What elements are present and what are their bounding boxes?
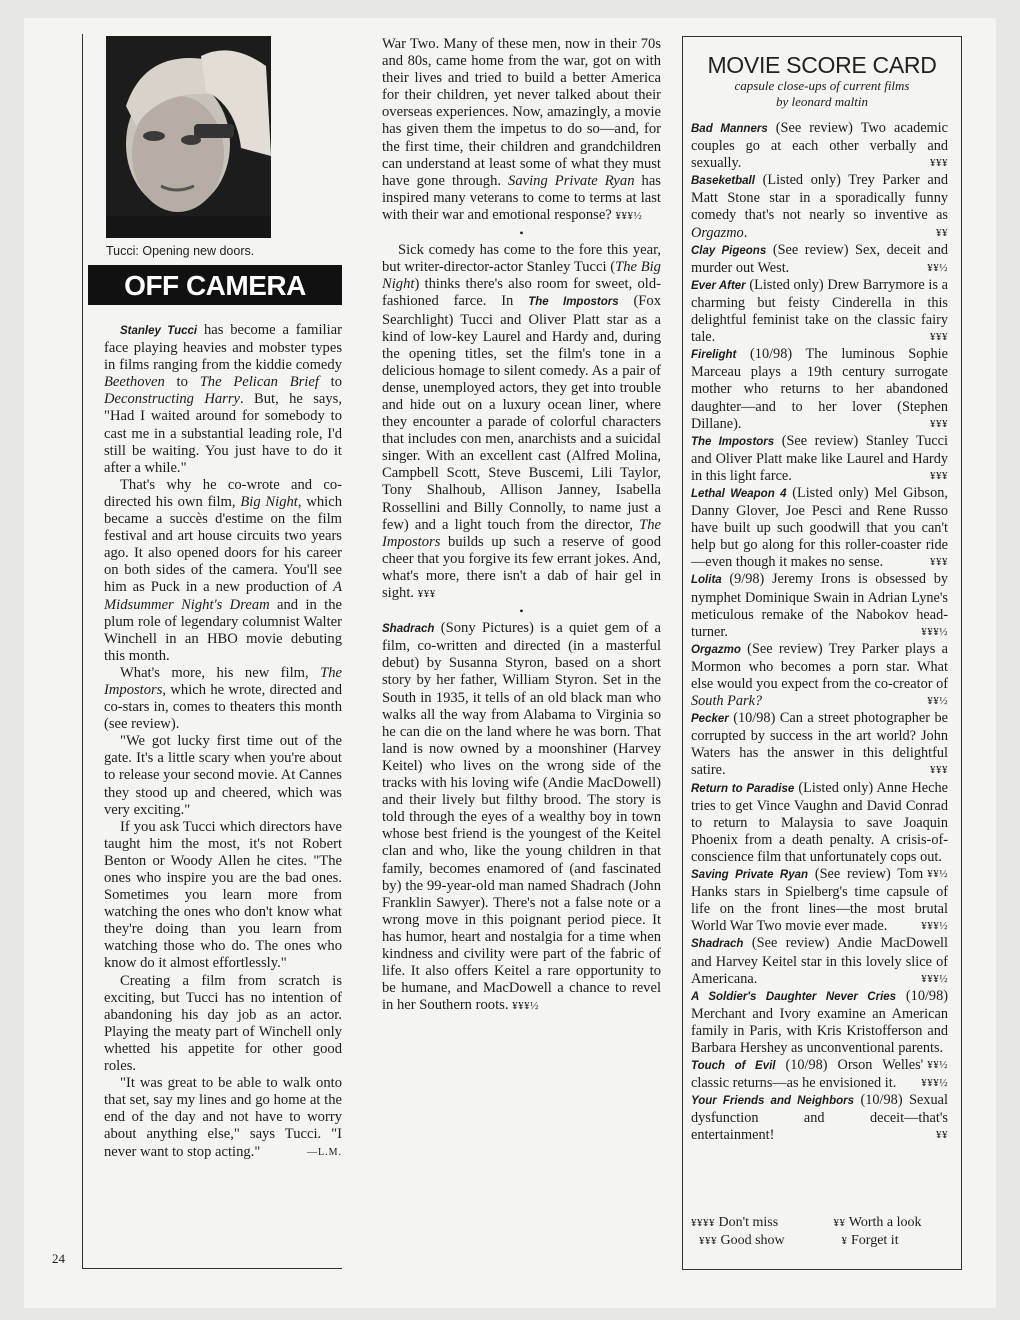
entry-title: Bad Manners — [691, 123, 768, 135]
entry-text: (See review) Andie MacDowell and Harvey Keitel star in this lovely slice of Americana. — [691, 935, 948, 987]
review-title: The Impostors — [528, 296, 619, 309]
paragraph: Creating a film from scratch is exciting, but Tucci has no intention of abandoning his day job as an actor. Playing the meaty part of Winchell only whetted his appetite for other good roles. — [104, 972, 342, 1075]
portrait-illustration — [106, 36, 271, 238]
legend-label: Forget it — [851, 1233, 899, 1248]
entry-title: Shadrach — [691, 938, 744, 951]
rating-legend — [691, 1214, 948, 1250]
text-run: Sick comedy has come to the fore this year, but writer-director-actor Stanley Tucci ( — [382, 242, 661, 276]
score-card-entries — [691, 120, 948, 1145]
score-card-entry — [691, 277, 948, 346]
paragraph — [382, 36, 661, 225]
article-column-middle — [382, 36, 661, 1015]
entry-film-title: South Park? — [691, 693, 763, 710]
entry-text: (10/98) Can a street photographer be corrupted by success in the art world? John Waters has the answer in this delightful satire. — [691, 710, 948, 779]
author-signature: —L.M. — [307, 1146, 342, 1158]
score-card-entry — [691, 1092, 948, 1144]
article-column-left — [104, 322, 342, 1161]
text-run: , which he wrote, directed and co-stars in, comes to theaters this month (see review). — [104, 681, 342, 733]
rating: ¥¥¥½ — [615, 209, 643, 222]
film-title: Beethoven — [104, 374, 165, 391]
score-card-entry — [691, 1057, 948, 1092]
entry-rating: ¥¥ — [936, 1129, 948, 1142]
entry-rating: ¥¥¥ — [930, 157, 948, 170]
score-card-entry — [691, 935, 948, 987]
text-run: (Fox Searchlight) Tucci and Oliver Platt star as a kind of low-key Laurel and Hardy and, during the opening titles, set the film's tone in a delicious homage to silent comedy. As a pair of dense, unemployed actors, they get into trouble and hide out on a luxury ocean liner, where they encounter a parade of colorful characters that includes con men, anarchists and a suicidal singer. With an excellent cast (Alfred Molina, Campbell Scott, Steve Buscemi, Lili Taylor, Tony Shalhoub, Allison Janney, Isabella Rossellini and Billy Connolly, to name just a few) and a light touch from the director, — [382, 293, 662, 533]
entry-text: (10/98) Sexual dysfunction and deceit—that's entertainment! — [691, 1092, 948, 1144]
entry-rating: ¥¥¥½ — [921, 1077, 948, 1090]
entry-text: (10/98) The luminous Sophie Marceau plays a 19th century surrogate mother who returns to her abandoned daughter—and to her lover (Stephen Dillane). — [691, 346, 948, 432]
section-divider: • — [519, 226, 524, 241]
page-number: 24 — [52, 1251, 65, 1266]
legend-rating: ¥¥¥ — [699, 1235, 717, 1247]
paragraph: If you ask Tucci which directors have taught him the most, it's not Robert Benton or Woody Allen he cites. "The ones who inspire you are the bad ones. Sometimes you learn more from watching the ones who don't know what they're doing than you learn from watching those who do. The ones who know do it almost effortlessly." — [104, 818, 342, 972]
entry-title: Touch of Evil — [691, 1060, 776, 1073]
entry-text: (See review) Two academic couples go at each other verbally and sexually. — [691, 120, 948, 172]
legend-label: Don't miss — [718, 1215, 779, 1230]
score-card-entry — [691, 710, 948, 779]
entry-title: Return to Paradise — [691, 782, 795, 795]
paragraph — [104, 322, 342, 477]
entry-rating: ¥¥½ — [927, 1059, 948, 1072]
entry-title: A Soldier's Daughter Never Cries — [691, 990, 897, 1003]
lead-name: Stanley Tucci — [120, 325, 198, 337]
rating: ¥¥¥½ — [512, 1000, 539, 1013]
score-card-title: MOVIE SCORE CARD — [707, 52, 937, 78]
text-run: to — [164, 374, 200, 391]
text-run: has become a familiar face playing heavies and mobster types in films ranging from the kiddie comedy — [104, 322, 342, 374]
paragraph — [104, 1075, 342, 1160]
entry-text: (Listed only) Mel Gibson, Danny Glover, Joe Pesci and Rene Russo have built up such goodwill that you can't help but go along for this roller-coaster ride—even though it makes no sense. — [691, 484, 948, 571]
text-run: , which became a succès d'estime on the film festival and art house circuits two years ago. It also opened doors for his career on both sides of the camera. You'll see him as Puck in a new production of — [104, 493, 342, 596]
entry-text: (See review) Trey Parker plays a Mormon who becomes a porn star. What else would you expect from the co-creator of — [691, 640, 948, 692]
score-card-entry — [691, 866, 948, 935]
paragraph — [382, 242, 661, 603]
text-run: . But, he says, "Had I waited around for somebody to cast me in a substantial leading role, I'd still be waiting. You just have to do it after a while." — [104, 391, 342, 476]
column-border-left — [82, 34, 83, 1269]
entry-rating: ¥¥ — [936, 226, 948, 239]
text-run: builds up such a reserve of good cheer that you forgive its few errant jokes. And, what's more, there isn't a dab of hair gel in sight. — [382, 533, 661, 601]
score-card-subtitle — [682, 78, 962, 110]
entry-rating: ¥¥¥½ — [921, 625, 948, 638]
score-card-entry — [691, 346, 948, 432]
text-run: and in the plum role of legendary columnist Walter Winchell in an HBO movie debuting this month. — [104, 596, 342, 664]
entry-text: (See review) Sex, deceit and murder out West. — [691, 241, 948, 276]
legend-item — [820, 1214, 949, 1232]
score-card-entry — [691, 242, 948, 277]
review-title: Shadrach — [382, 623, 435, 636]
legend-item — [691, 1232, 820, 1250]
legend-label: Worth a look — [848, 1215, 922, 1230]
text-run: "It was great to be able to walk onto that set, say my lines and go home at the end of the day and not have to worry about anything else," says Tucci. "I never want to stop acting." — [104, 1075, 342, 1160]
film-title: Saving Private Ryan — [508, 172, 635, 189]
entry-text: (See review) Tom Hanks stars in Spielberg's time capsule of life on the front lines—the most brutal World War Two movie ever made. — [691, 866, 948, 935]
byline: by leonard maltin — [776, 94, 868, 109]
entry-title: The Impostors — [691, 435, 775, 448]
entry-text: (Listed only) Anne Heche tries to get Vince Vaughn and David Conrad to return to Malaysia to save Joaquin Phoenix from a death penalty. A crisis-of-conscience film that unfortunately cops out. — [691, 779, 948, 865]
entry-text: (10/98) Merchant and Ivory examine an American family in Paris, with Kris Kristofferson and Barbara Hershey as unconventional parents. — [691, 987, 948, 1056]
entry-title: Firelight — [691, 349, 737, 362]
text-run: (Sony Pictures) is a quiet gem of a film, co-written and directed (in a masterful debut) by Susanna Styron, based on a short story by her father, William Styron. Set in the South in 1935, it tells of an old black man who walks all the way from Alabama to Virginia so he can die on the land where he was born. That land is now owned by a moonshiner (Harvey Keitel) who lives on the wrong side of the tracks with his loving wife (Andie MacDowell) and their lively but filthy brood. The story is told through the eyes of a wealthy boy in town whose best friend is the youngest of the Keitel clan and who, like the young children in that family, becomes enamored of (and fascinated by) the 99-year-old man named Shadrach (John Franklin Sawyer). There's not a false note or a wrong move in this poignant period piece. It has humor, heart and nostalgia for a time when kindness and civility were part of the fabric of life. It also offers Keitel a rare opportunity to be humane, and MacDowell a chance to revel in her Southern roots. — [382, 620, 661, 1014]
entry-title: Saving Private Ryan — [691, 869, 809, 882]
entry-rating: ¥¥¥½ — [921, 920, 948, 933]
entry-rating: ¥¥¥ — [930, 331, 948, 344]
subtitle-line: capsule close-ups of current films — [734, 78, 910, 93]
film-title: The Impostors — [382, 516, 661, 550]
entry-text: (10/98) Orson Welles' classic returns—as he envisioned it. — [691, 1057, 924, 1092]
entry-rating: ¥¥½ — [927, 695, 948, 708]
column-border-bottom — [82, 1268, 342, 1269]
film-title: Deconstructing Harry — [104, 391, 240, 408]
text-run: What's more, his new film, — [120, 664, 321, 681]
portrait-photo — [106, 36, 271, 238]
score-card-entry — [691, 571, 948, 640]
entry-title: Pecker — [691, 713, 729, 726]
entry-text: (9/98) Jeremy Irons is obsessed by nymphet Dominique Swain in Adrian Lyne's meticulous remake of the Nabokov head-turner. — [691, 571, 948, 640]
entry-film-title: Orgazmo — [691, 224, 744, 241]
entry-rating: ¥¥¥½ — [921, 972, 948, 985]
legend-rating: ¥¥¥¥ — [691, 1217, 715, 1229]
photo-caption: Tucci: Opening new doors. — [106, 244, 255, 258]
entry-title: Ever After — [691, 279, 746, 292]
entry-text: (See review) Stanley Tucci and Oliver Platt make like Laurel and Hardy in this light farce. — [691, 432, 949, 484]
legend-item — [691, 1214, 820, 1232]
paragraph: "We got lucky first time out of the gate. It's a little scary when you're about to release your second movie. At Cannes they stood up and cheered, which was very exciting." — [104, 733, 342, 818]
paragraph — [104, 665, 342, 733]
entry-rating: ¥¥¥ — [930, 764, 948, 777]
rating: ¥¥¥ — [417, 588, 436, 600]
legend-rating: ¥¥ — [833, 1217, 846, 1229]
entry-title: Lolita — [691, 574, 722, 587]
text-run: That's why he co-wrote and co-directed his own film, — [104, 476, 342, 510]
film-title: Big Night — [240, 493, 298, 510]
film-title: The Big Night — [382, 259, 661, 293]
entry-title: Clay Pigeons — [691, 244, 767, 257]
entry-text: . — [743, 224, 748, 241]
text-run: has inspired many veterans to come to terms at last with their war and emotional response? — [382, 172, 661, 223]
section-divider: • — [519, 604, 524, 619]
score-card-entry — [691, 433, 948, 485]
text-run: ) thinks there's also room for sweet, old-fashioned farce. In — [382, 276, 661, 310]
entry-rating: ¥¥½ — [927, 261, 948, 274]
score-card-entry — [691, 172, 948, 241]
entry-rating: ¥¥½ — [927, 868, 948, 881]
text-run: to — [318, 374, 342, 391]
score-card-entry — [691, 485, 948, 571]
entry-text: (Listed only) Drew Barrymore is a charming but feisty Cinderella in this delightful feminist take on the classic fairy tale. — [691, 276, 948, 346]
entry-title: Your Friends and Neighbors — [691, 1095, 854, 1108]
legend-label: Good show — [720, 1233, 785, 1248]
score-card-entry — [691, 641, 948, 710]
entry-rating: ¥¥¥ — [930, 469, 948, 482]
paragraph — [104, 477, 342, 665]
film-title: The Pelican Brief — [199, 374, 319, 391]
entry-rating: ¥¥¥ — [930, 556, 948, 569]
film-title: The Impostors — [104, 664, 342, 698]
entry-rating: ¥¥¥ — [930, 417, 948, 430]
section-banner: OFF CAMERA — [88, 265, 342, 305]
entry-title: Baseketball — [691, 175, 755, 188]
text-run: War Two. Many of these men, now in their 70s and 80s, came home from the war, got on with their lives and tried to build a better America for their children, yet never talked about their overseas experiences. Now, amazingly, a movie has given them the impetus to do so—and, for the first time, their children and grandchildren can understand at least some of what they must have gone through. — [382, 36, 661, 189]
legend-item — [820, 1232, 949, 1250]
legend-rating: ¥ — [841, 1235, 848, 1247]
entry-title: Orgazmo — [691, 643, 741, 656]
paragraph — [382, 620, 661, 1015]
film-title: A Midsummer Night's Dream — [104, 579, 342, 613]
entry-text: (Listed only) Trey Parker and Matt Stone star in a sporadically funny comedy that's not nearly so inventive as — [691, 172, 948, 224]
entry-title: Lethal Weapon 4 — [691, 487, 787, 500]
score-card-entry — [691, 120, 948, 172]
